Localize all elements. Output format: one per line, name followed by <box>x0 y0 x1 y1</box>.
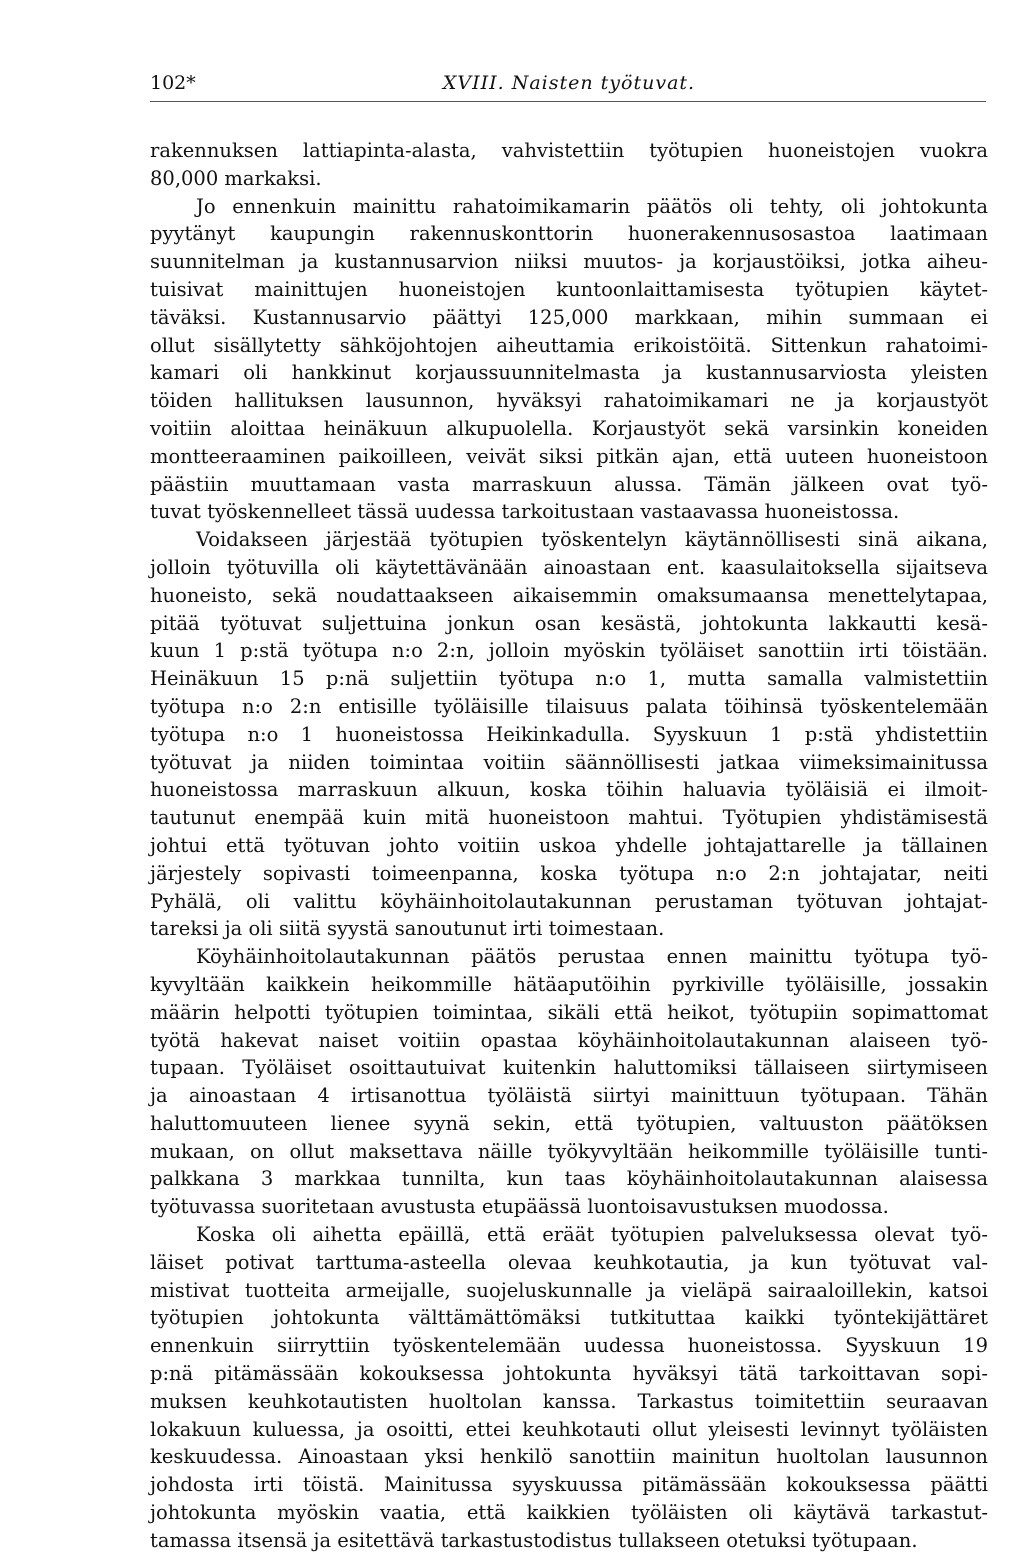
text-line: järjestely sopivasti toimeenpanna, koska työtupa n:o 2:n johtajatar, neiti <box>150 861 988 885</box>
paragraph <box>150 1221 988 1555</box>
text-line: haluttomuuteen lienee syynä sekin, että työtupien, valtuuston päätöksen <box>150 1111 988 1135</box>
text-line: suunnitelman ja kustannusarvion niiksi muutos- ja korjaustöiksi, jotka aiheu- <box>150 250 988 274</box>
body-text <box>150 137 988 1555</box>
text-line: työtuvat ja niiden toimintaa voitiin säännöllisesti jatkaa viimeksimainitussa <box>150 750 988 774</box>
text-line: johdosta irti töistä. Mainitussa syyskuussa pitämässään kokouksessa päätti <box>150 1473 988 1497</box>
text-line: mistivat tuotteita armeijalle, suojeluskunnalle ja vieläpä sairaaloillekin, katsoi <box>150 1278 988 1302</box>
text-line: töiden hallituksen lausunnon, hyväksyi rahatoimikamari ne ja korjaustyöt <box>150 389 988 413</box>
text-line: Pyhälä, oli valittu köyhäinhoitolautakunnan perustaman työtuvan johtajat- <box>150 889 988 913</box>
text-line: palkkana 3 markkaa tunnilta, kun taas köyhäinhoitolautakunnan alaisessa <box>150 1167 988 1191</box>
text-line: pitää työtuvat suljettuina jonkun osan kesästä, johtokunta lakkautti kesä- <box>150 611 988 635</box>
text-line: mukaan, on ollut maksettava näille työkyvyltään heikommille työläisille tunti- <box>150 1139 988 1163</box>
text-line: keskuudessa. Ainoastaan yksi henkilö sanottiin mainitun huoltolan lausunnon <box>150 1445 988 1469</box>
text-line: läiset potivat tarttuma-asteella olevaa keuhkotautia, ja kun työtuvat val- <box>150 1250 988 1274</box>
text-line: työtuvassa suoritetaan avustusta etupäässä luontoisavustuksen muodossa. <box>150 1195 889 1219</box>
paragraph <box>150 193 988 527</box>
text-line: tuvat työskennelleet tässä uudessa tarkoitustaan vastaavassa huoneistossa. <box>150 500 900 524</box>
text-line: montteeraaminen paikoilleen, veivät siksi pitkän ajan, että uuteen huoneistoon <box>150 444 988 468</box>
text-line: Jo ennenkuin mainittu rahatoimikamarin päätös oli tehty, oli johtokunta <box>196 194 988 218</box>
paragraph <box>150 137 988 193</box>
text-line: tamassa itsensä ja esitettävä tarkastustodistus tullakseen otetuksi työtupaan. <box>150 1528 918 1552</box>
text-line: täväksi. Kustannusarvio päättyi 125,000 markkaan, mihin summaan ei <box>150 305 988 329</box>
text-line: Koska oli aihetta epäillä, että eräät työtupien palveluksessa olevat työ- <box>196 1223 988 1247</box>
text-line: työtupien johtokunta välttämättömäksi tutkituttaa kaikki työntekijättäret <box>150 1306 988 1330</box>
text-line: muksen keuhkotautisten huoltolan kanssa. Tarkastus toimitettiin seuraavan <box>150 1389 988 1413</box>
text-line: Heinäkuun 15 p:nä suljettiin työtupa n:o 1, mutta samalla valmistettiin <box>150 667 988 691</box>
text-line: pyytänyt kaupungin rakennuskonttorin huonerakennusosastoa laatimaan <box>150 222 988 246</box>
page-header <box>150 68 988 98</box>
page-number: 102* <box>150 72 196 94</box>
text-line: huoneistossa marraskuun alkuun, koska töihin haluavia työläisiä ei ilmoit- <box>150 778 988 802</box>
header-rule <box>150 101 986 102</box>
text-line: tuisivat mainittujen huoneistojen kuntoonlaittamisesta työtupien käytet- <box>150 277 988 301</box>
text-line: ja ainoastaan 4 irtisanottua työläistä siirtyi mainittuun työtupaan. Tähän <box>150 1084 988 1108</box>
running-head: XVIII. Naisten työtuvat. <box>442 72 696 94</box>
text-line: johtokunta myöskin vaatia, että kaikkien työläisten oli käytävä tarkastut- <box>150 1501 988 1525</box>
text-line: kyvyltään kaikkein heikommille hätäaputöihin pyrkiville työläisille, jossakin <box>150 972 988 996</box>
text-line: työtupa n:o 2:n entisille työläisille tilaisuus palata töihinsä työskentelemään <box>150 694 988 718</box>
text-line: tautunut enempää kuin mitä huoneistoon mahtui. Työtupien yhdistämisestä <box>150 806 988 830</box>
text-line: työtä hakevat naiset voitiin opastaa köyhäinhoitolautakunnan alaiseen työ- <box>150 1028 988 1052</box>
text-line: Voidakseen järjestää työtupien työskentelyn käytännöllisesti sinä aikana, <box>196 528 988 552</box>
text-line: tupaan. Työläiset osoittautuivat kuitenkin haluttomiksi tällaiseen siirtymiseen <box>150 1056 988 1080</box>
text-line: Köyhäinhoitolautakunnan päätös perustaa ennen mainittu työtupa työ- <box>196 945 988 969</box>
text-line: 80,000 markaksi. <box>150 166 322 190</box>
text-line: määrin helpotti työtupien toimintaa, sikäli että heikot, työtupiin sopimattomat <box>150 1000 988 1024</box>
text-line: ollut sisällytetty sähköjohtojen aiheuttamia erikoistöitä. Sittenkun rahatoimi- <box>150 333 988 357</box>
text-line: kuun 1 p:stä työtupa n:o 2:n, jolloin myöskin työläiset sanottiin irti töistään. <box>150 639 988 663</box>
text-line: huoneisto, sekä noudattaakseen aikaisemmin omaksumaansa menettelytapaa, <box>150 583 988 607</box>
text-line: johtui että työtuvan johto voitiin uskoa yhdelle johtajattarelle ja tällainen <box>150 833 988 857</box>
text-line: lokakuun kuluessa, ja osoitti, ettei keuhkotauti ollut yleisesti levinnyt työläisten <box>150 1417 988 1441</box>
text-line: p:nä pitämässään kokouksessa johtokunta hyväksyi tätä tarkoittavan sopi- <box>150 1362 988 1386</box>
paragraph <box>150 526 988 943</box>
text-line: rakennuksen lattiapinta-alasta, vahvistettiin työtupien huoneistojen vuokra <box>150 139 988 162</box>
paragraph <box>150 943 988 1221</box>
text-line: työtupa n:o 1 huoneistossa Heikinkadulla. Syyskuun 1 p:stä yhdistettiin <box>150 722 988 746</box>
text-line: kamari oli hankkinut korjaussuunnitelmasta ja kustannusarviosta yleisten <box>150 361 988 385</box>
text-line: ennenkuin siirryttiin työskentelemään uudessa huoneistossa. Syyskuun 19 <box>150 1334 988 1358</box>
text-line: päästiin muuttamaan vasta marraskuun alussa. Tämän jälkeen ovat työ- <box>150 472 988 496</box>
text-line: tareksi ja oli siitä syystä sanoutunut irti toimestaan. <box>150 917 665 941</box>
text-line: jolloin työtuvilla oli käytettävänään ainoastaan ent. kaasulaitoksella sijaitseva <box>150 555 988 579</box>
text-line: voitiin aloittaa heinäkuun alkupuolella. Korjaustyöt sekä varsinkin koneiden <box>150 416 988 440</box>
